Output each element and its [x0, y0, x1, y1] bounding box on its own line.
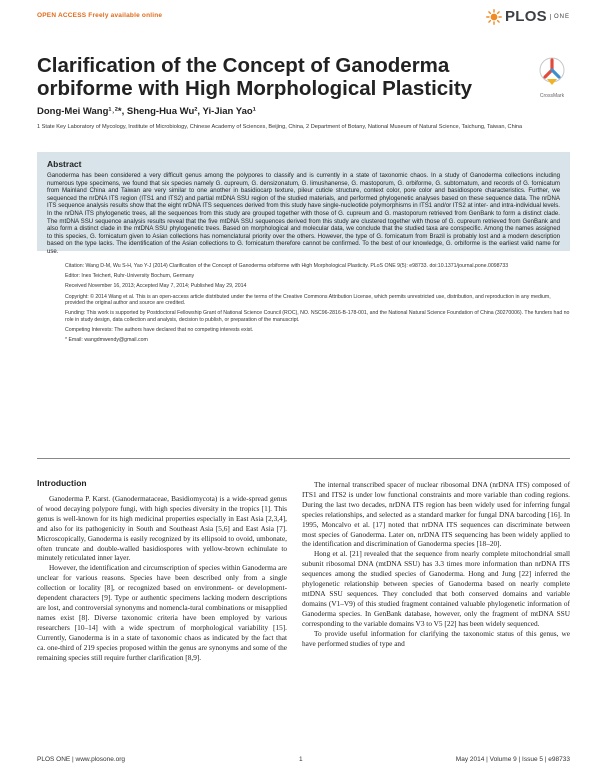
plos-sun-icon	[486, 9, 502, 25]
crossmark-badge[interactable]	[534, 57, 570, 99]
crossmark-label: CrossMark	[539, 93, 565, 99]
article-title	[37, 54, 487, 100]
article-metadata	[65, 263, 570, 348]
plos-one-logo	[486, 8, 570, 25]
dates: Received November 16, 2013; Accepted May 7, 2014; Published May 29, 2014	[65, 283, 247, 290]
body-paragraph: To provide useful information for clarifying the taxonomic status of this genus, we have performed studies of type and	[302, 628, 570, 648]
citation: Citation: Wang D-M, Wu S-H, Yao Y-J (2014) Clarification of the Concept of Ganoderma orbiforme with High Morphological Plasticity. PLoS ONE 9(5): e98733. doi:10.1371/journal.pone.0098733	[65, 263, 509, 269]
plos-wordmark: PLOS	[504, 8, 547, 25]
introduction-heading: Introduction	[37, 478, 87, 488]
competing-interests: Competing Interests: The authors have declared that no competing interests exist.	[65, 327, 254, 334]
section-divider	[37, 458, 570, 459]
abstract-text: Ganoderma has been considered a very difficult genus among the polypores to classify and is currently in a state of taxonomic chaos. In a study of Ganoderma collections including numerous type specimens, we found that six species namely G. cupreum, G. densizonatum, G. limushanense, G. mastoporum, G. orbiforme, G. subtornatum, and records of G. fornicatum from Mainland China and Taiwan are very similar to one another in basidiocarp texture, pileur cuticle structure, context color, pore color and basidiospore characteristics. Further, we sequenced the nrDNA ITS region (ITS1 and ITS2) and partial mtDNA SSU region of the studied materials, and performed phylogenetic analyses based on these sequence data. The nrDNA ITS sequence analysis results show that the eight nrDNA ITS sequences derived from this study have single-nucleotide polymorphisms in ITS1 and/or ITS2 at inter- and intra-individual levels. In the nrDNA ITS phylogenetic trees, all the sequences from this study are grouped together with those of G. cupreum and G. mastoporum retrieved from GenBank to form a distinct clade. The mtDNA SSU sequence analysis results reveal that the five mtDNA SSU sequences derived from this study are clustered together with those of G. cupreum retrieved from GenBank and also form a distinct clade in the mtDNA SSU phylogenetic trees. Based on morphological and molecular data, we conclude that the studied taxa are conspecific. Among the names assigned to this species, G. fornicatum given to Asian collections has nomenclatural priority over the others. However, the type of G. fornicatum from Brazil is probably lost and a modern description based on the type lacks. The identification of the Asian collections to G. fornicatum therefore cannot be confirmed. To the best of our knowledge, G. orbiforme is the earliest valid name for use.	[47, 172, 560, 255]
authors-text: Dong-Mei Wang¹˒²*, Sheng-Hua Wu², Yi-Jian Yao¹	[37, 106, 256, 117]
open-access-text: OPEN ACCESS Freely available online	[37, 12, 163, 19]
footer-issue: May 2014 | Volume 9 | Issue 5 | e98733	[455, 756, 570, 763]
crossmark-icon	[539, 57, 565, 87]
title-text: Clarification of the Concept of Ganoderma orbiforme with High Morphological Plasticity	[37, 54, 473, 100]
editor: Editor: Ines Teichert, Ruhr-University Bochum, Germany	[65, 273, 195, 280]
body-paragraph: Hong et al. [21] revealed that the sequence from nearly complete mitochondrial small subunit ribosomal DNA (mtDNA SSU) has 3.3 times more information than nrDNA ITS sequences among the studied species of Ganoderma. Hong and Jung [22] inferred the phylogenetic relationship between species of Ganoderma based on nearly complete mtDNA SSU sequences. They concluded that both conserved domains and variable domains (V1–V9) of this studied fragment contained valuable phylogenetic information of Ganoderma species. In GenBank database, however, only the fragment of mtDNA SSU corresponding to the variable domains V3 to V5 [22] has been widely sequenced.	[302, 549, 570, 628]
affiliations	[37, 124, 567, 132]
abstract-heading: Abstract	[47, 159, 82, 169]
left-column	[37, 478, 287, 662]
email[interactable]: * Email: wangdmwendy@gmail.com	[65, 337, 148, 344]
one-wordmark: ONE	[550, 14, 570, 20]
footer-journal: PLOS ONE | www.plosone.org	[37, 756, 126, 763]
author-list	[37, 106, 256, 117]
body-paragraph: Ganoderma P. Karst. (Ganodermataceae, Basidiomycota) is a wide-spread genus of wood decaying polypore fungi, with high species diversity in the tropics [1]. This genus is well-known for its high medicinal properties especially in East Asia [2,3,4], and also for its pathogenicity in South and Southeast Asia [5,6] and East Asia [7]. Microscopically, Ganoderma is easily recognized by its ellipsoid to ovoid, umbonate, often truncate and double-walled basidiospores with yellow-brown echinulate to minutely reticulated inner layer.	[37, 494, 287, 563]
body-paragraph: However, the identification and circumscription of species within Ganoderma are unclear for various reasons. Species have been described only from a single collection or locality [8], or recognized based on environment- or development-dependent characters [9]. Type or authentic specimens lacking modern descriptions are lost, and controversial synonyms and nomencla-tural combinations or misapplied names exist [8]. Diverse taxonomic criteria have been employed by various researchers [10–14] with a wide spectrum of morphological variability [15]. Currently, Ganoderma is in a state of taxonomic chaos as indicated by the fact that ca. one-third of 219 species proposed within the genus are synonyms and some of the remaining species still require further clarification [8,9].	[37, 563, 287, 662]
page-number: 1	[299, 756, 303, 763]
abstract-box	[37, 152, 570, 255]
open-access-label	[37, 12, 162, 19]
page-header	[37, 10, 570, 40]
right-column	[302, 480, 570, 648]
funding: Funding: This work is supported by Postdoctoral Fellowship Grant of National Science Council (ROC), NO. NSC96-2816-B-178-001, and the National Natural Science Foundation of China (30270006). The funders had no role in study design, data collection and analysis, decision to publish, or preparation of the manuscript.	[65, 310, 570, 323]
affiliations-text: 1 State Key Laboratory of Mycology, Institute of Microbiology, Chinese Academy of Sciences, Beijing, China, 2 Department of Botany, National Museum of Natural Science, Taichung, Taiwan, China	[37, 124, 523, 130]
body-paragraph: The internal transcribed spacer of nuclear ribosomal DNA (nrDNA ITS) composed of ITS1 and ITS2 is under low functional constraints and more variable than coding regions. During the last two decades, nrDNA ITS region has been widely used for inferring fungal species relationships, and selected as a standard marker for fungal DNA barcoding [16]. In 1995, Moncalvo et al. [17] noted that nrDNA ITS sequences can discriminate between most species of Ganoderma. Later on, nrDNA ITS sequencing has been widely applied to the identification and discrimination of Ganoderma species [18–20].	[302, 480, 570, 549]
copyright: Copyright: © 2014 Wang et al. This is an open-access article distributed under the terms of the Creative Commons Attribution License, which permits unrestricted use, distribution, and reproduction in any medium, provided the original author and source are credited.	[65, 293, 551, 307]
